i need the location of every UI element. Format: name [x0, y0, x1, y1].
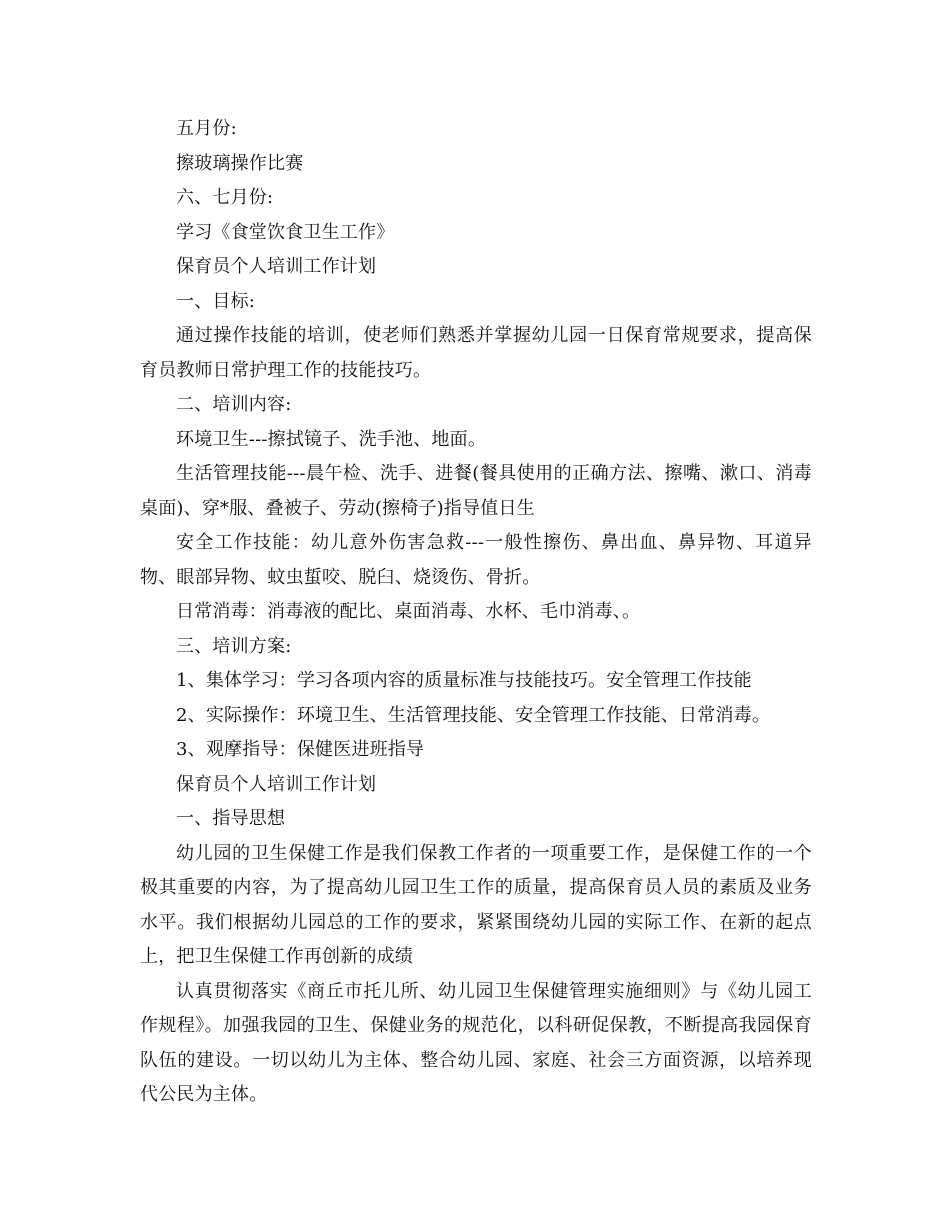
heading-guiding-ideology: 一、指导思想 [176, 808, 286, 829]
list-item-group-study: 1、集体学习：学习各项内容的质量标准与技能技巧。安全管理工作技能 [176, 670, 752, 691]
heading-training-plan: 三、培训方案: [176, 635, 292, 657]
paragraph-safety-skills: 安全工作技能：幼儿意外伤害急救---一般性擦伤、鼻出血、鼻异物、耳道异物、眼部异物、蚊虫蜇咬、脱臼、烧烫伤、骨折。 [140, 532, 812, 588]
paragraph-june-july-heading: 六、七月份: [176, 187, 274, 208]
heading-goal: 一、目标: [176, 290, 256, 312]
list-item-practice: 2、实际操作：环境卫生、生活管理技能、安全管理工作技能、日常消毒。 [176, 704, 771, 726]
document-body [140, 112, 812, 1113]
section-title-plan: 保育员个人培训工作计划 [176, 256, 377, 277]
paragraph-glass-contest: 擦玻璃操作比赛 [176, 152, 304, 174]
list-item-observation: 3、观摩指导：保健医进班指导 [176, 739, 425, 760]
paragraph-canteen-study: 学习《食堂饮食卫生工作》 [176, 221, 395, 243]
paragraph-may-heading: 五月份: [176, 118, 237, 139]
section-title-plan-2: 保育员个人培训工作计划 [176, 773, 377, 795]
paragraph-environment-hygiene: 环境卫生---擦拭镜子、洗手池、地面。 [176, 428, 487, 450]
paragraph-life-management: 生活管理技能---晨午检、洗手、进餐(餐具使用的正确方法、擦嘴、漱口、消毒桌面)、穿*服、叠被子、劳动(擦椅子)指导值日生 [140, 463, 812, 519]
heading-training-content: 二、培训内容: [176, 394, 292, 415]
paragraph-implementation: 认真贯彻落实《商丘市托儿所、幼儿园卫生保健管理实施细则》与《幼儿园工作规程》。加强我园的卫生、保健业务的规范化，以科研促保教，不断提高我园保育队伍的建设。一切以幼儿为主体、整合幼儿园、家庭、社会三方面资源，以培养现代公民为主体。 [140, 980, 812, 1105]
paragraph-health-care-work: 幼儿园的卫生保健工作是我们保教工作者的一项重要工作，是保健工作的一个极其重要的内容，为了提高幼儿园卫生工作的质量，提高保育员人员的素质及业务水平。我们根据幼儿园总的工作的要求，紧紧围绕幼儿园的实际工作、在新的起点上，把卫生保健工作再创新的成绩 [140, 842, 812, 967]
paragraph-goal-text: 通过操作技能的培训，使老师们熟悉并掌握幼儿园一日保育常规要求，提高保育员教师日常护理工作的技能技巧。 [140, 325, 812, 381]
paragraph-daily-disinfection: 日常消毒：消毒液的配比、桌面消毒、水杯、毛巾消毒、。 [176, 601, 641, 622]
